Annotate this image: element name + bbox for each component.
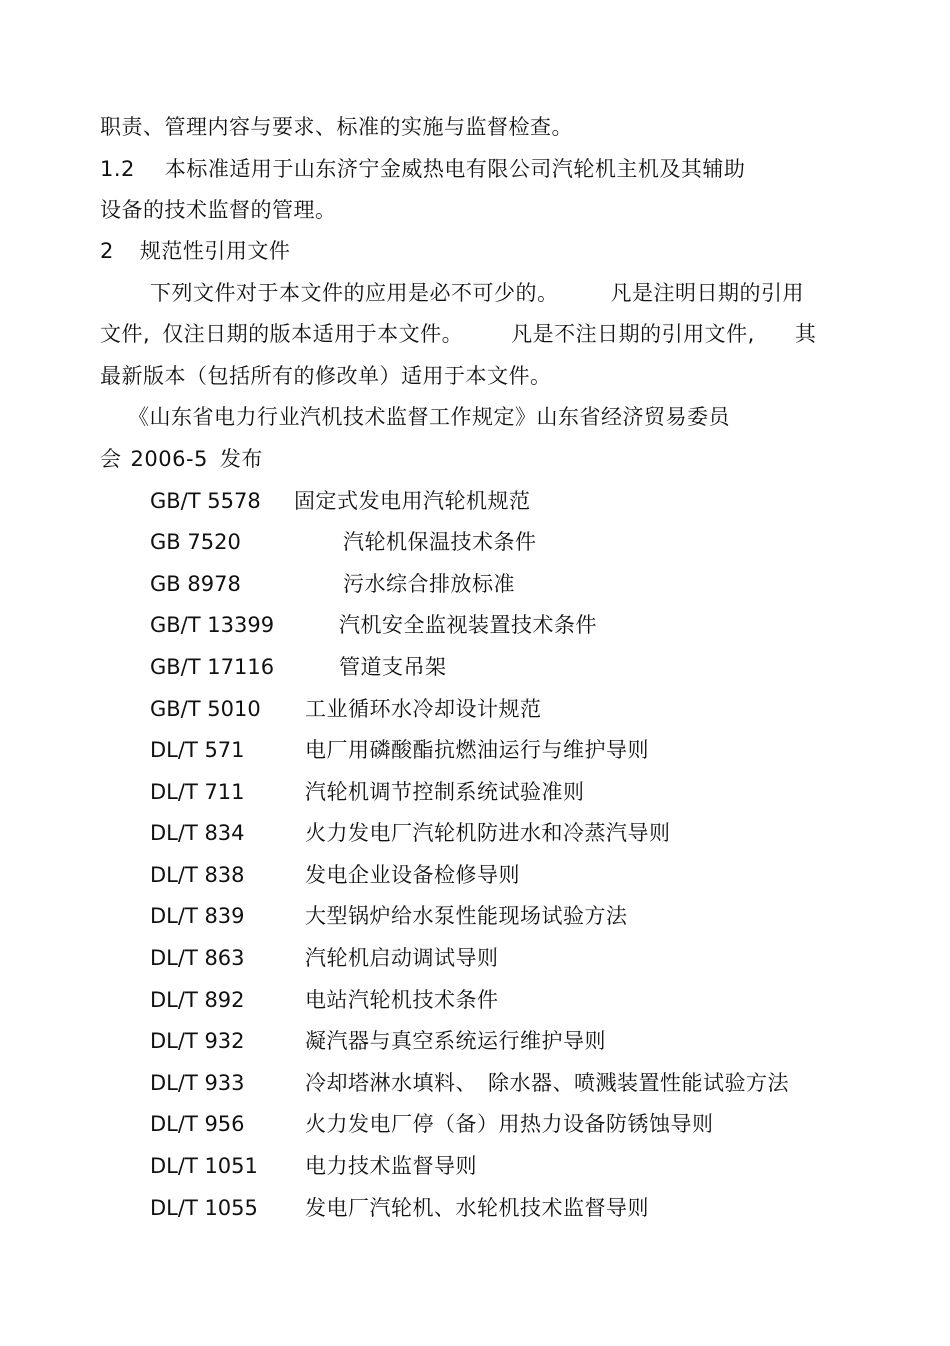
section-2-heading (100, 238, 290, 264)
intro-line1 (150, 280, 804, 306)
reference-code: GB 8978 (150, 572, 241, 596)
intro-text: 仅注日期的版本适用于本文件。 (162, 322, 464, 346)
reference-title: 发电厂汽轮机、水轮机技术监督导则 (305, 1196, 649, 1220)
rule-text: 会 (100, 447, 122, 471)
section-title: 规范性引用文件 (139, 239, 291, 263)
rule-date: 2006-5 (130, 447, 208, 471)
reference-title: 汽轮机启动调试导则 (305, 946, 499, 970)
section-text: 设备的技术监督的管理。 (100, 198, 337, 222)
reference-code: DL/T 1055 (150, 1196, 258, 1220)
reference-code: DL/T 711 (150, 780, 245, 804)
reference-code: GB/T 13399 (150, 613, 275, 637)
reference-code: GB 7520 (150, 530, 241, 554)
rule-text: 发布 (219, 447, 263, 471)
reference-title: 冷却塔淋水填料、 除水器、喷溅装置性能试验方法 (305, 1071, 789, 1095)
reference-title: 工业循环水冷却设计规范 (305, 697, 542, 721)
reference-title: 管道支吊架 (339, 655, 447, 679)
reference-code: DL/T 892 (150, 988, 245, 1012)
reference-code: DL/T 834 (150, 821, 245, 845)
intro-text: 其 (794, 322, 817, 346)
reference-code: DL/T 839 (150, 904, 245, 928)
reference-title: 发电企业设备检修导则 (305, 863, 520, 887)
reference-title: 电站汽轮机技术条件 (305, 988, 499, 1012)
section-number: 1.2 (100, 157, 135, 181)
rule-text: 《山东省电力行业汽机技术监督工作规定》山东省经济贸易委员 (128, 405, 730, 429)
reference-code: GB/T 5010 (150, 697, 261, 721)
rule-line1 (128, 404, 730, 430)
intro-text: 凡是不注日期的引用文件, (511, 322, 755, 346)
reference-code: DL/T 1051 (150, 1154, 258, 1178)
reference-code: DL/T 838 (150, 863, 245, 887)
section-1-2-line2 (100, 197, 337, 223)
reference-code: DL/T 571 (150, 738, 245, 762)
reference-code: DL/T 863 (150, 946, 245, 970)
reference-title: 凝汽器与真空系统运行维护导则 (305, 1029, 606, 1053)
reference-title: 大型锅炉给水泵性能现场试验方法 (305, 904, 628, 928)
reference-code: GB/T 5578 (150, 489, 261, 513)
reference-title: 火力发电厂汽轮机防进水和冷蒸汽导则 (305, 821, 671, 845)
reference-title: 汽轮机保温技术条件 (343, 530, 537, 554)
intro-text: 凡是注明日期的引用 (610, 281, 804, 305)
reference-title: 电力技术监督导则 (305, 1154, 477, 1178)
reference-title: 污水综合排放标准 (343, 572, 515, 596)
intro-text: 最新版本（包括所有的修改单）适用于本文件。 (100, 364, 552, 388)
paragraph-responsibilities (100, 114, 573, 140)
section-1-2-line1 (100, 156, 745, 182)
intro-text: 下列文件对于本文件的应用是必不可少的。 (150, 281, 559, 305)
reference-title: 火力发电厂停（备）用热力设备防锈蚀导则 (305, 1112, 714, 1136)
reference-code: DL/T 956 (150, 1112, 245, 1136)
rule-line2 (100, 446, 263, 472)
reference-code: DL/T 933 (150, 1071, 245, 1095)
reference-code: DL/T 932 (150, 1029, 245, 1053)
reference-code: GB/T 17116 (150, 655, 275, 679)
reference-title: 固定式发电用汽轮机规范 (294, 489, 531, 513)
section-text: 本标准适用于山东济宁金威热电有限公司汽轮机主机及其辅助 (164, 157, 746, 181)
reference-title: 汽机安全监视装置技术条件 (339, 613, 597, 637)
reference-title: 电厂用磷酸酯抗燃油运行与维护导则 (305, 738, 649, 762)
intro-line3 (100, 363, 552, 389)
paragraph-text: 职责、管理内容与要求、标准的实施与监督检查。 (100, 115, 573, 139)
section-number: 2 (100, 239, 114, 263)
reference-title: 汽轮机调节控制系统试验准则 (305, 780, 585, 804)
intro-text: 文件, (100, 322, 151, 346)
intro-line2 (100, 321, 816, 347)
